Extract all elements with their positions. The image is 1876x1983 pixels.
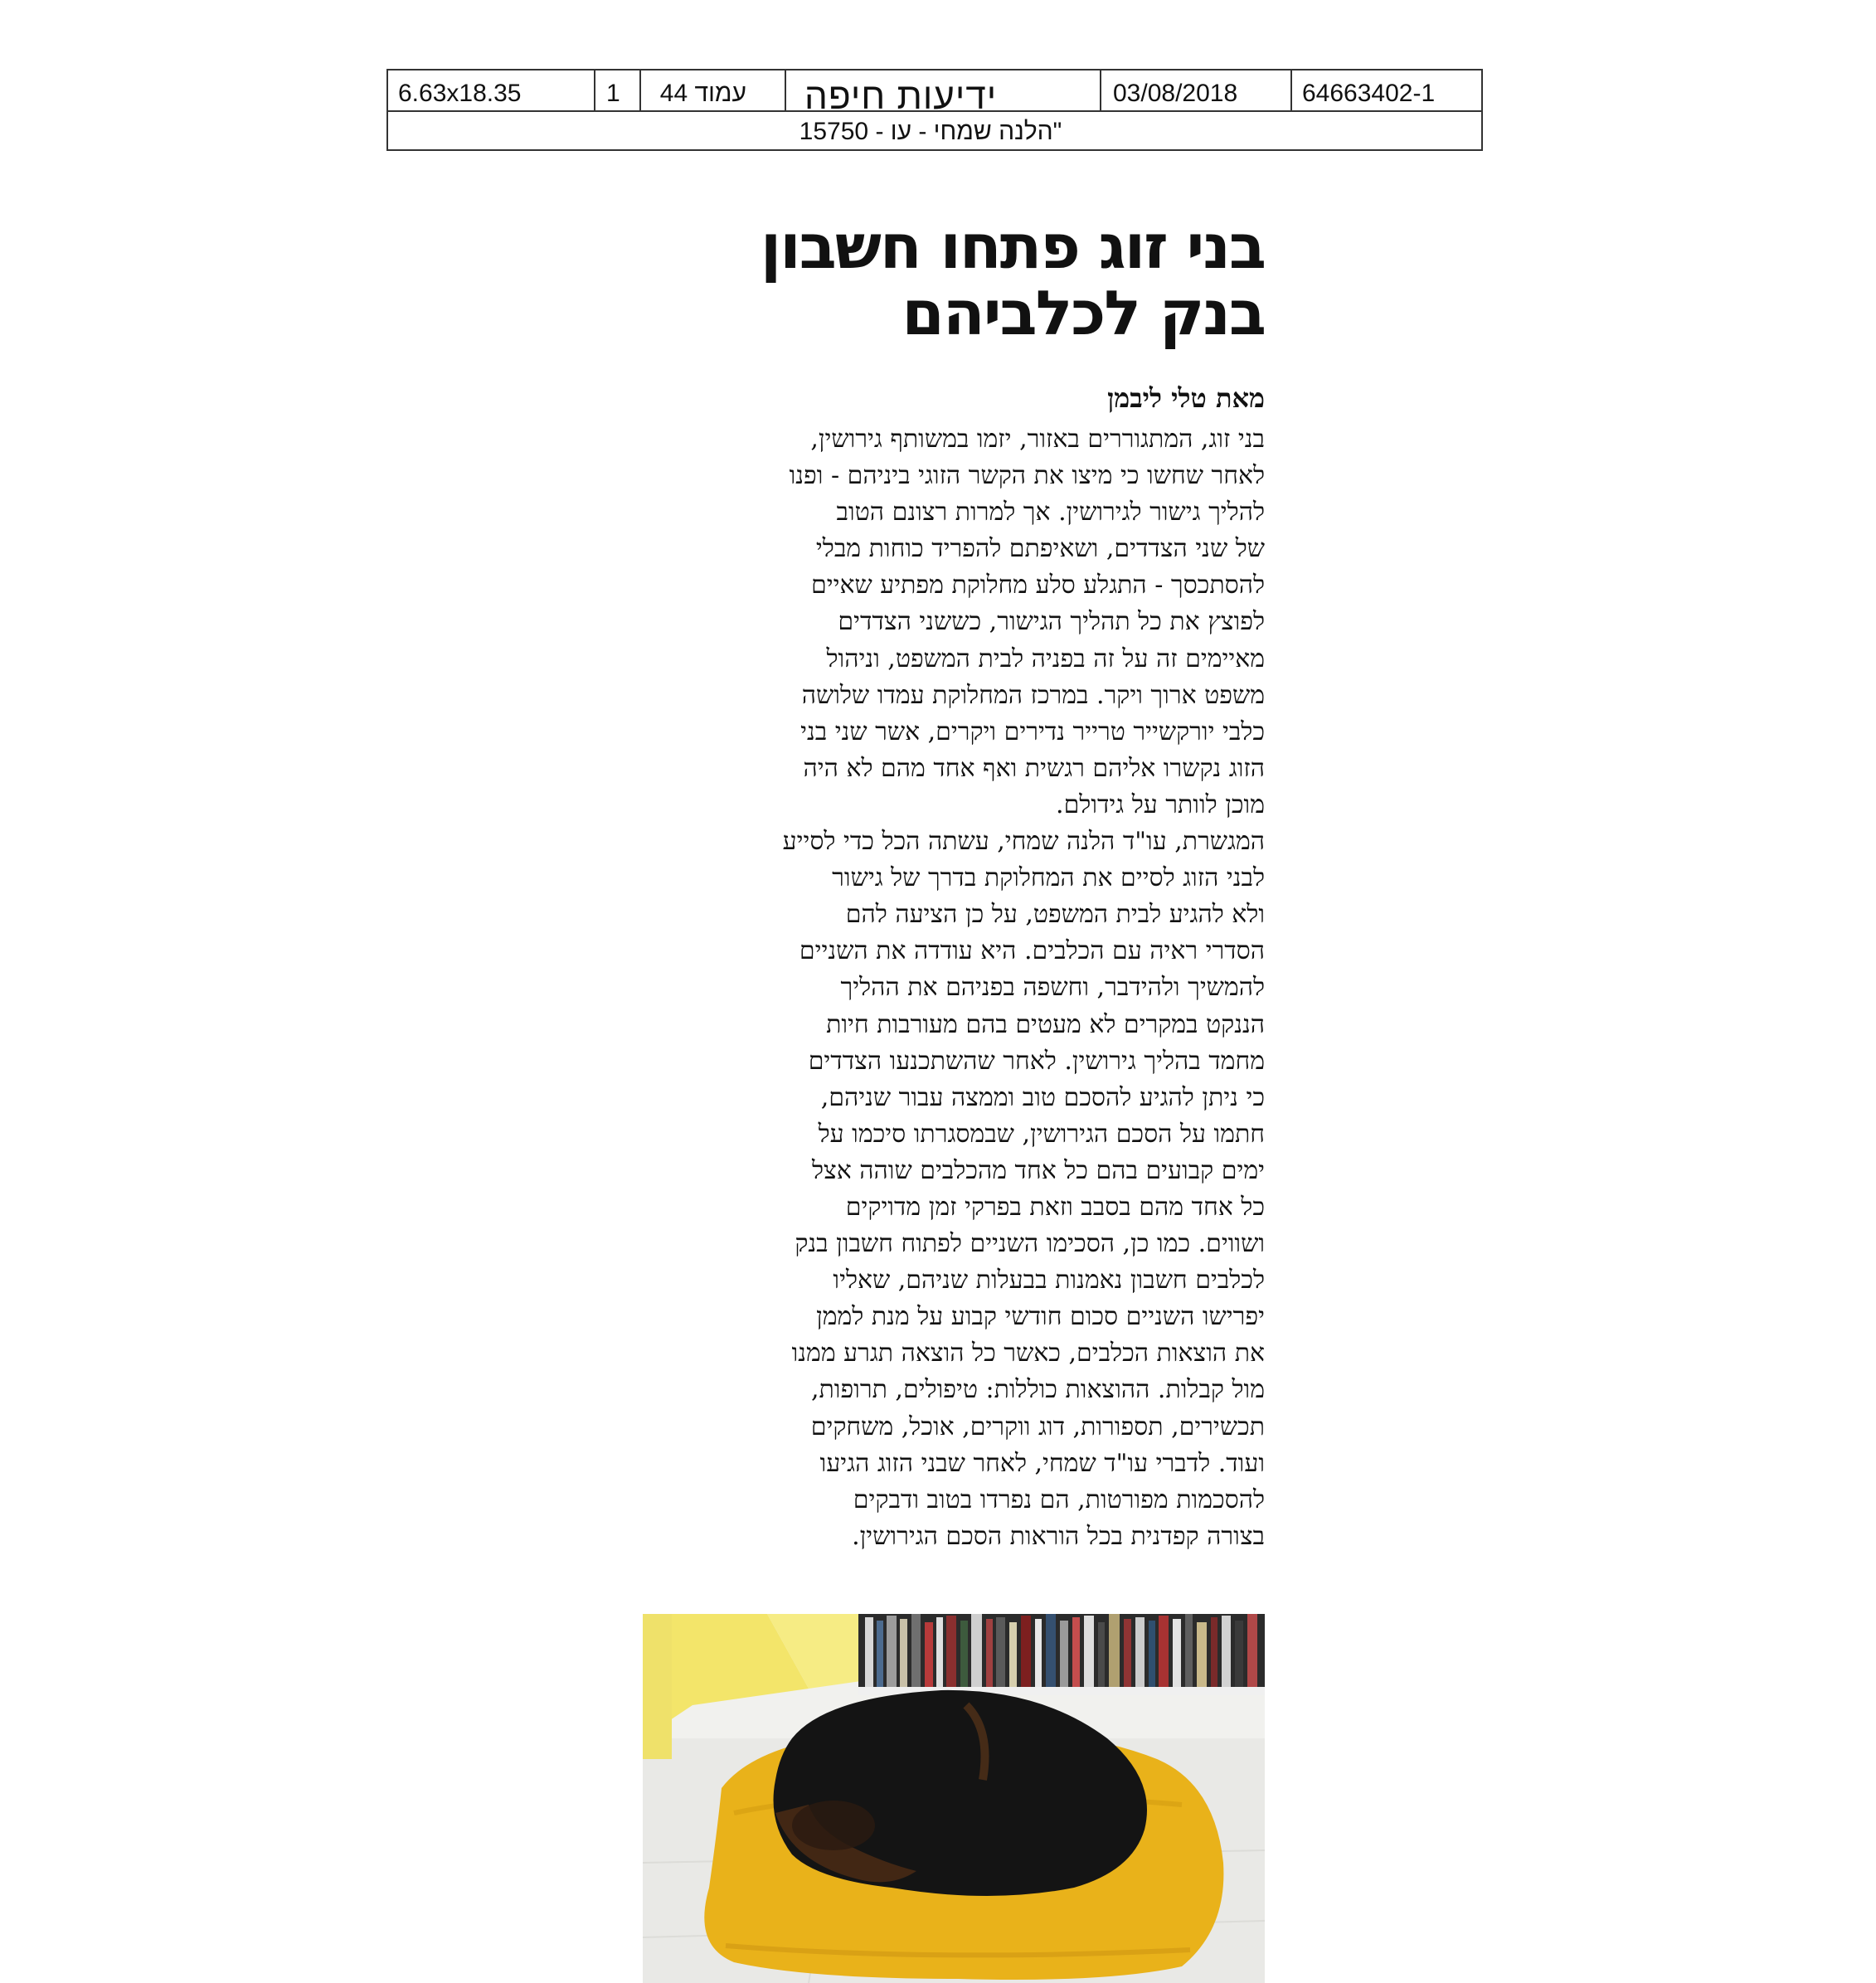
body-line: חתמו על הסכם הגירושין, שבמסגרתו סיכמו על	[818, 1119, 1265, 1149]
clip-id-cell	[1292, 70, 1481, 110]
clip-id: 64663402-1	[1302, 80, 1436, 107]
sleeping-dog-photo	[643, 1614, 1265, 1983]
article-headline	[630, 211, 1265, 349]
clip-date-cell	[1101, 70, 1292, 110]
body-line: כל אחד מהם בסבב וזאת בפרקי זמן מדויקים	[845, 1192, 1265, 1222]
body-line: לפוצץ את כל תהליך הגישור, כששני הצדדים	[838, 607, 1265, 637]
body-line: מאיימים זה על זה בפניה לבית המשפט, וניהול	[826, 644, 1265, 673]
headline-line: בני זוג פתחו חשבון	[760, 211, 1265, 283]
clip-size-cell	[388, 70, 595, 110]
clip-date: 03/08/2018	[1113, 80, 1238, 107]
clip-page: עמוד 44	[659, 80, 746, 107]
body-line: את הוצאות הכלבים, כאשר כל הוצאה תגרע ממנו	[791, 1339, 1265, 1368]
body-line: יפרישו השניים סכום חודשי קבוע על מנת לממן	[816, 1302, 1265, 1332]
body-line: ועוד. לדברי עו"ד שמחי, לאחר שבני הזוג הגיעו	[819, 1448, 1265, 1478]
body-line: לבני הזוג לסיים את המחלוקת בדרך של גישור	[832, 863, 1265, 893]
article-byline: מאת טלי ליבמן	[1107, 382, 1265, 414]
body-line: לכלבים חשבון נאמנות בבעלות שניהם, שאליו	[833, 1266, 1265, 1295]
body-line: ולא להגיע לבית המשפט, על כן הציעה להם	[845, 900, 1265, 930]
body-line: להליך גישור לגירושין. אך למרות רצונם הטוב	[836, 498, 1265, 527]
body-line: להמשיך ולהידבר, וחשפה בפניהם את ההליך	[840, 973, 1265, 1003]
body-line: משפט ארוך ויקר. במרכז המחלוקת עמדו שלושה	[801, 680, 1265, 710]
dog-photo-illustration	[643, 1614, 1265, 1983]
body-line: של שני הצדדים, ושאיפתם להפריד כוחות מבלי	[815, 534, 1265, 564]
clip-publication-cell	[786, 70, 1101, 110]
clipping-client-row	[388, 112, 1481, 149]
body-line: לאחר שחשו כי מיצו את הקשר הזוגי ביניהם - ופנו	[789, 461, 1265, 491]
body-line: ימים קבועים בהם כל אחד מהכלבים שוהה אצל	[811, 1155, 1265, 1185]
body-line: ושווים. כמו כן, הסכימו השניים לפתוח חשבון בנק	[795, 1229, 1265, 1259]
clip-count-cell	[595, 70, 641, 110]
body-line: בני זוג, המתגוררים באזור, יזמו במשותף גירושין,	[810, 425, 1265, 454]
publication-name: ידיעות חיפה	[804, 76, 998, 110]
body-line: להסכמות מפורטות, הם נפרדו בטוב ודבקים	[853, 1485, 1265, 1514]
body-line: הזוג נקשרו אליהם רגשית ואף אחד מהם לא היה	[803, 753, 1265, 783]
body-line: כי ניתן להגיע להסכם טוב וממצה עבור שניהם,	[820, 1082, 1265, 1112]
body-line: הננקט במקרים לא מעטים בהם מעורבות חיות	[826, 1009, 1265, 1039]
body-line: להסתכסך - התגלע סלע מחלוקת מפתיע שאיים	[811, 571, 1265, 600]
clip-size: 6.63x18.35	[398, 80, 522, 107]
body-line: הסדרי ראיה עם הכלבים. היא עודדה את השניים	[799, 936, 1265, 966]
body-line: תכשירים, תספורות, דוג ווקרים, אוכל, משחקים	[810, 1412, 1265, 1441]
clip-count: 1	[606, 80, 620, 107]
body-line: המגשרת, עו"ד הלנה שמחי, עשתה הכל כדי לסייע	[782, 827, 1265, 857]
article-body	[647, 421, 1265, 1555]
body-line: מוכן לוותר על גידולם.	[1056, 790, 1265, 819]
body-line: מחמד בהליך גירושין. לאחר שהשתכנעו הצדדים	[808, 1046, 1265, 1076]
clip-client: "הלנה שמחי - עו - 15750	[799, 118, 1062, 145]
clipping-meta-row	[388, 70, 1481, 112]
body-line: כלבי יורקשייר טרייר נדירים ויקרים, אשר שני בני	[800, 717, 1265, 746]
clipping-header	[386, 69, 1483, 151]
body-line: מול קבלות. ההוצאות כוללות: טיפולים, תרופות,	[810, 1375, 1265, 1405]
headline-line: בנק לכלביהם	[902, 278, 1265, 349]
clip-page-cell	[641, 70, 786, 110]
body-line: בצורה קפדנית בכל הוראות הסכם הגירושין.	[852, 1521, 1265, 1551]
